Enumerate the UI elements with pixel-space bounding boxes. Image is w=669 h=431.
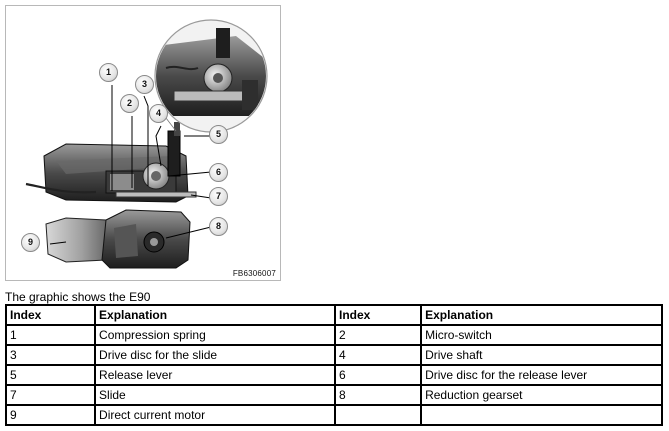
callout-8: 8 bbox=[209, 217, 228, 236]
table-header-row bbox=[6, 305, 662, 325]
callout-1: 1 bbox=[99, 63, 118, 82]
index-cell: 4 bbox=[335, 345, 421, 365]
index-cell: 5 bbox=[6, 365, 95, 385]
index-cell: 3 bbox=[6, 345, 95, 365]
callout-5: 5 bbox=[209, 125, 228, 144]
table-row bbox=[6, 345, 662, 365]
component-figure bbox=[5, 5, 281, 281]
explanation-cell: Drive disc for the release lever bbox=[421, 365, 662, 385]
explanation-cell: Micro-switch bbox=[421, 325, 662, 345]
index-cell: 8 bbox=[335, 385, 421, 405]
callout-3: 3 bbox=[135, 75, 154, 94]
legend-table bbox=[5, 304, 663, 426]
index-cell bbox=[335, 405, 421, 425]
explanation-cell: Drive shaft bbox=[421, 345, 662, 365]
index-cell: 2 bbox=[335, 325, 421, 345]
callout-6: 6 bbox=[209, 163, 228, 182]
explanation-cell: Compression spring bbox=[95, 325, 335, 345]
figure-code: FB6306007 bbox=[232, 269, 276, 278]
index-cell: 9 bbox=[6, 405, 95, 425]
index-cell: 7 bbox=[6, 385, 95, 405]
mechanism-illustration bbox=[6, 6, 282, 282]
explanation-cell bbox=[421, 405, 662, 425]
table-row bbox=[6, 325, 662, 345]
callout-2: 2 bbox=[120, 94, 139, 113]
index-cell: 1 bbox=[6, 325, 95, 345]
table-row bbox=[6, 405, 662, 425]
explanation-cell: Slide bbox=[95, 385, 335, 405]
callout-4: 4 bbox=[149, 104, 168, 123]
explanation-cell: Reduction gearset bbox=[421, 385, 662, 405]
figure-caption: The graphic shows the E90 bbox=[5, 290, 151, 304]
header-index-1: Index bbox=[6, 305, 95, 325]
header-explanation-1: Explanation bbox=[95, 305, 335, 325]
header-index-2: Index bbox=[335, 305, 421, 325]
table-row bbox=[6, 365, 662, 385]
explanation-cell: Direct current motor bbox=[95, 405, 335, 425]
callout-7: 7 bbox=[209, 187, 228, 206]
index-cell: 6 bbox=[335, 365, 421, 385]
callout-9: 9 bbox=[21, 233, 40, 252]
header-explanation-2: Explanation bbox=[421, 305, 662, 325]
explanation-cell: Drive disc for the slide bbox=[95, 345, 335, 365]
table-row bbox=[6, 385, 662, 405]
explanation-cell: Release lever bbox=[95, 365, 335, 385]
